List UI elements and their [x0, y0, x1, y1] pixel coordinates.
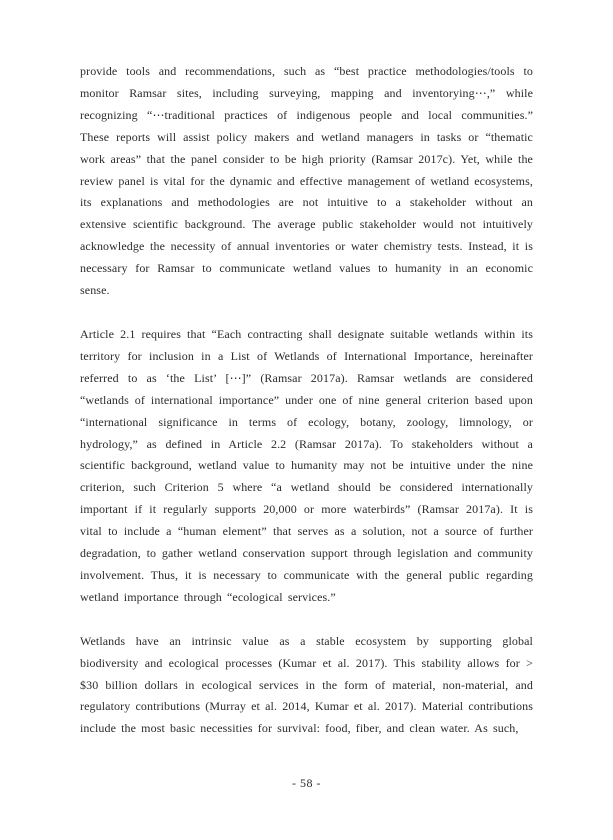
paragraph-2: Article 2.1 requires that “Each contracting shall designate suitable wetlands within its territory for inclusion in a List of Wetlands of International Importance, hereinafter referred to as ‘the List’ [⋯]” (Ramsar 2017a). Ramsar wetlands are considered “wetlands of international importance” under one of nine general criterion based upon “international significance in terms of ecology, botany, zoology, limnology, or hydrology,” as defined in Article 2.2 (Ramsar 2017a). To stakeholders without a scientific background, wetland value to humanity may not be intuitive under the nine criterion, such Criterion 5 where “a wetland should be considered internationally important if it regularly supports 20,000 or more waterbirds” (Ramsar 2017a). It is vital to include a “human element” that serves as a solution, not a source of further degradation, to gather wetland conservation support through legislation and community involvement. Thus, it is necessary to communicate with the general public regarding wetland importance through “ecological services.”: [80, 326, 533, 604]
text-block: [80, 61, 533, 762]
page-number: - 58 -: [292, 776, 321, 790]
paragraph-1: provide tools and recommendations, such as “best practice methodologies/tools to monitor Ramsar sites, including surveying, mapping and inventorying⋯,” while recognizing “⋯traditional practices of indigenous people and local communities.” These reports will assist policy makers and wetland managers in tasks or “thematic work areas” that the panel consider to be high priority (Ramsar 2017c). Yet, while the review panel is vital for the dynamic and effective management of wetland ecosystems, its explanations and methodologies are not intuitive to a stakeholder without an extensive scientific background. The average public stakeholder would not intuitively acknowledge the necessity of annual inventories or water chemistry tests. Instead, it is necessary for Ramsar to communicate wetland values to humanity in an economic sense.: [80, 64, 533, 298]
paragraph-3: Wetlands have an intrinsic value as a stable ecosystem by supporting global biodiversity and ecological processes (Kumar et al. 2017). This stability allows for > $30 billion dollars in ecological services in the form of material, non-material, and regulatory contributions (Murray et al. 2014, Kumar et al. 2017). Material contributions include the most basic necessities for survival: food, fiber, and clean water. As such,: [80, 633, 533, 736]
